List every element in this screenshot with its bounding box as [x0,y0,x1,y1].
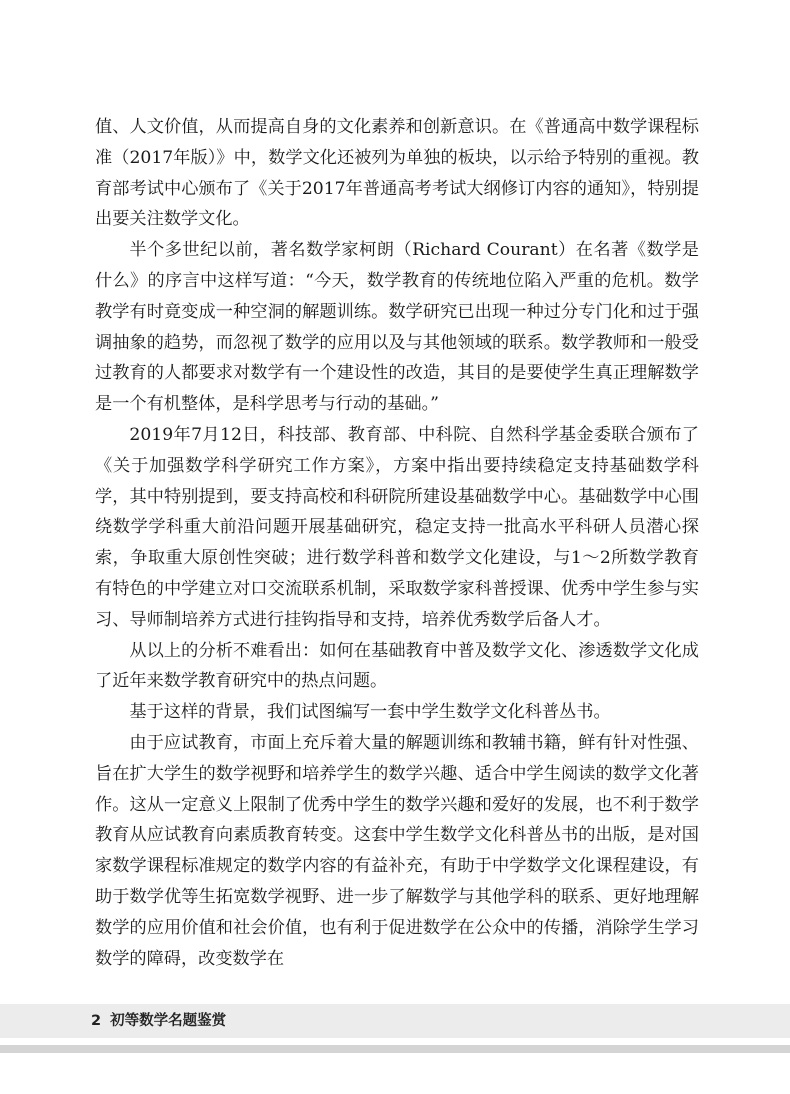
paragraph-courant-quote: 半个多世纪以前，著名数学家柯朗（Richard Courant）在名著《数学是什么》的序言中这样写道：“今天，数学教育的传统地位陷入严重的危机。数学教学有时竟变成一种空洞的解题训练。数学研究已出现一种过分专门化和过于强调抽象的趋势，而忽视了数学的应用以及与其他领域的联系。数学教师和一般受过教育的人都要求对数学有一个建设性的改造，其目的是要使学生真正理解数学是一个有机整体，是科学思考与行动的基础。” [95,240,699,415]
paragraph-exam-education: 由于应试教育，市面上充斥着大量的解题训练和教辅书籍，鲜有针对性强、旨在扩大学生的数学视野和培养学生的数学兴趣、适合中学生阅读的数学文化著作。这从一定意义上限制了优秀中学生的数学兴趣和爱好的发展，也不利于数学教育从应试教育向素质教育转变。这套中学生数学文化科普丛书的出版，是对国家数学课程标准规定的数学内容的有益补充，有助于中学数学文化课程建设，有助于数学优等生拓宽数学视野、进一步了解数学与其他学科的联系、更好地理解数学的应用价值和社会价值，也有利于促进数学在公众中的传播，消除学生学习数学的障碍，改变数学在 [95,732,699,969]
paragraph-2019-plan: 2019年7月12日，科技部、教育部、中科院、自然科学基金委联合颁布了《关于加强数学科学研究工作方案》，方案中指出要持续稳定支持基础数学科学，其中特别提到，要支持高校和科研院所建设基础数学中心。基础数学中心围绕数学学科重大前沿问题开展基础研究，稳定支持一批高水平科研人员潜心探索，争取重大原创性突破；进行数学科普和数学文化建设，与1～2所数学教育有特色的中学建立对口交流联系机制，采取数学家科普授课、优秀中学生参与实习、导师制培养方式进行挂钩指导和支持，培养优秀数学后备人才。 [95,424,699,630]
paragraph-1-continued: 值、人文价值，从而提高自身的文化素养和创新意识。在《普通高中数学课程标准（2017年版）》中，数学文化还被列为单独的板块，以示给予特别的重视。教育部考试中心颁布了《关于2017年普通高考考试大纲修订内容的通知》，特别提出要关注数学文化。 [95,117,699,230]
body-text [95,112,699,974]
book-title: 初等数学名题鉴赏 [110,1013,227,1029]
bottom-divider [0,1045,790,1053]
page-number: 2 [91,1013,102,1029]
running-footer [91,1011,226,1031]
paragraph-analysis: 从以上的分析不难看出：如何在基础教育中普及数学文化、渗透数学文化成了近年来数学教育研究中的热点问题。 [95,640,699,692]
paragraph-background: 基于这样的背景，我们试图编写一套中学生数学文化科普丛书。 [129,702,611,723]
